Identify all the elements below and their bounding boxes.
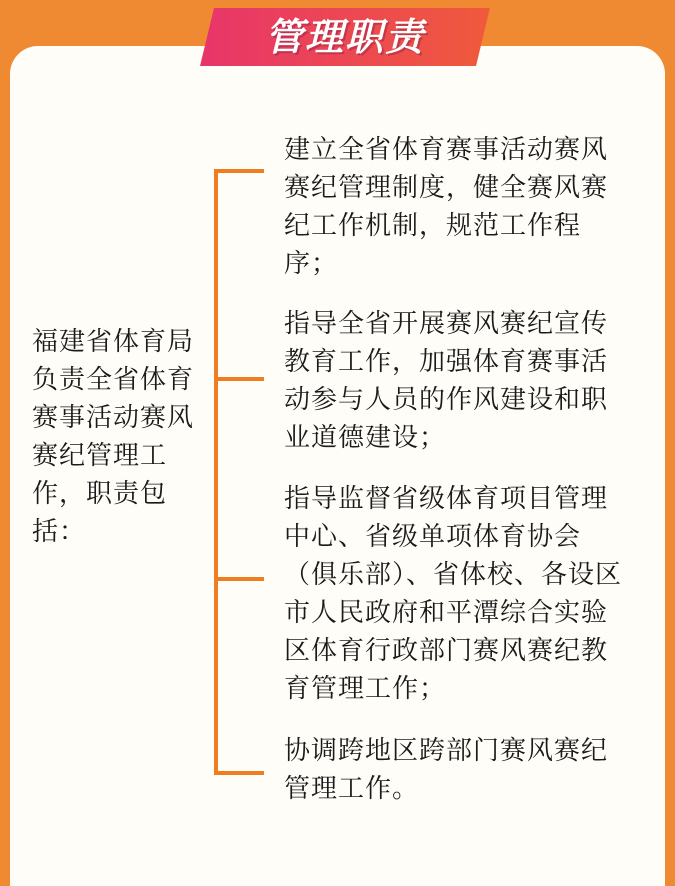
duty-item-4: 协调跨地区跨部门赛风赛纪管理工作。 bbox=[284, 736, 609, 804]
duty-item-3: 指导监督省级体育项目管理中心、省级单项体育协会（俱乐部）、省体校、各设区市人民政府和平潭综合实验区体育行政部门赛风赛纪教育管理工作； bbox=[284, 484, 623, 704]
duty-item-2: 指导全省开展赛风赛纪宣传教育工作，加强体育赛事活动参与人员的作风建设和职业道德建设； bbox=[284, 309, 609, 453]
duty-item-1: 建立全省体育赛事活动赛风赛纪管理制度，健全赛风赛纪工作机制，规范工作程序； bbox=[284, 135, 609, 279]
intro-text: 福建省体育局负责全省体育赛事活动赛风赛纪管理工作，职责包括： bbox=[32, 327, 195, 547]
page-title: 管理职责 bbox=[264, 15, 425, 59]
